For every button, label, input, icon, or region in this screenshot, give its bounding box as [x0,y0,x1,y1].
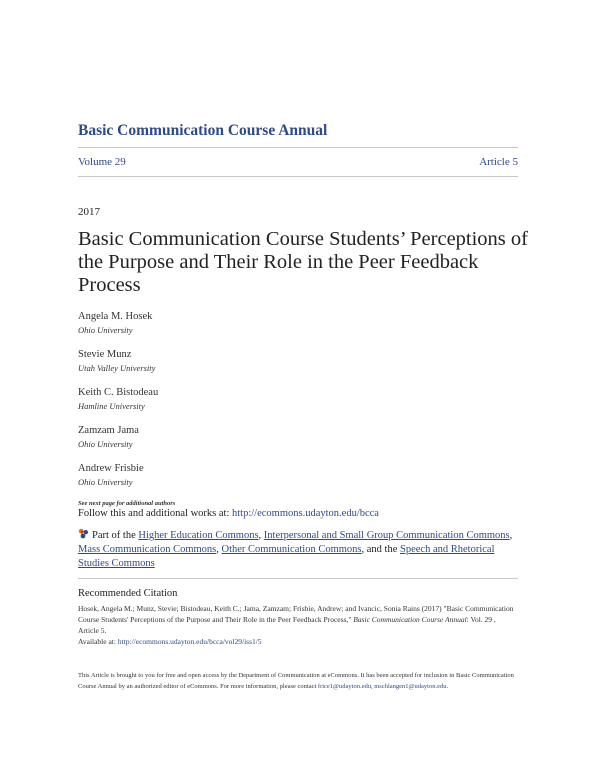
author-block [78,387,158,411]
and-the: , and the [361,544,398,555]
author-affiliation: Utah Valley University [78,363,156,373]
author-block [78,349,155,373]
contact-email-link[interactable]: frice1@udayton.edu [317,683,371,690]
citation-rule [78,578,518,579]
citation-url-link[interactable]: http://ecommons.udayton.edu/bcca/vol29/iss1/5 [117,637,262,646]
citation-volume: : Vol. 29 , Article 5. [78,615,496,635]
publication-year: 2017 [78,206,100,218]
author-name[interactable]: Zamzam Jama [78,425,139,436]
footer-text: This Article is brought to you for free and open access by the Department of Communication at eCommons. It has been accepted for inclusion in Basic Communication Course Annual by an authorized editor of eCommons. For more information, please contact [78,672,514,690]
access-footer [78,670,518,692]
author-affiliation: Ohio University [78,439,133,449]
author-block [78,463,144,487]
other-communication-commons-link[interactable]: Other Communication Commons [221,544,362,555]
author-affiliation: Ohio University [78,477,133,487]
volume-rule [78,176,518,177]
author-block [78,425,139,449]
follow-line [78,508,379,519]
article-link[interactable]: Article 5 [479,156,518,168]
separator: , [371,683,373,690]
interpersonal-commons-link[interactable]: Interpersonal and Small Group Communication Commons [263,530,510,541]
part-of-commons [78,528,518,571]
commons-network-icon [78,528,89,539]
author-name[interactable]: Andrew Frisbie [78,463,144,474]
separator: , [216,544,219,555]
volume-link[interactable]: Volume 29 [78,156,126,168]
recommended-citation-heading: Recommended Citation [78,588,178,599]
part-of-prefix: Part of the [92,530,136,541]
available-at-label: Available at: [78,637,116,646]
author-name[interactable]: Keith C. Bistodeau [78,387,159,398]
higher-education-commons-link[interactable]: Higher Education Commons [138,530,259,541]
author-affiliation: Hamline University [78,401,145,411]
journal-name[interactable]: Basic Communication Course Annual [78,122,328,139]
separator: , [258,530,262,541]
separator: , [509,530,513,541]
author-affiliation: Ohio University [78,325,133,335]
author-name[interactable]: Angela M. Hosek [78,311,153,322]
article-title: Basic Communication Course Students’ Perceptions of the Purpose and Their Role in the Peer Feedback Process [78,228,528,296]
speech-rhetorical-commons-link[interactable]: Speech and Rhetorical Studies Commons [78,544,495,569]
citation-text: Hosek, Angela M.; Munz, Stevie; Bistodeau, Keith C.; Jama, Zamzam; Frisbie, Andrew; and Ivancic, Sonia Rains (2017) "Basic Communication Course Students' Perceptions of the Purpose and Their Role in the Peer Feedback Process," [78,604,514,624]
contact-email-link-2[interactable]: mschlangen1@udayton.edu [374,683,447,690]
mass-communication-commons-link[interactable]: Mass Communication Commons [78,544,217,555]
follow-text: Follow this and additional works at: [78,508,230,519]
author-name[interactable]: Stevie Munz [78,349,132,360]
collection-url-link[interactable]: http://ecommons.udayton.edu/bcca [232,508,379,519]
recommended-citation [78,603,518,647]
header-rule [78,147,518,148]
citation-journal: Basic Communication Course Annual [353,615,467,624]
see-next-page-note: See next page for additional authors [78,500,176,507]
period: . [446,683,449,690]
author-block [78,311,152,335]
